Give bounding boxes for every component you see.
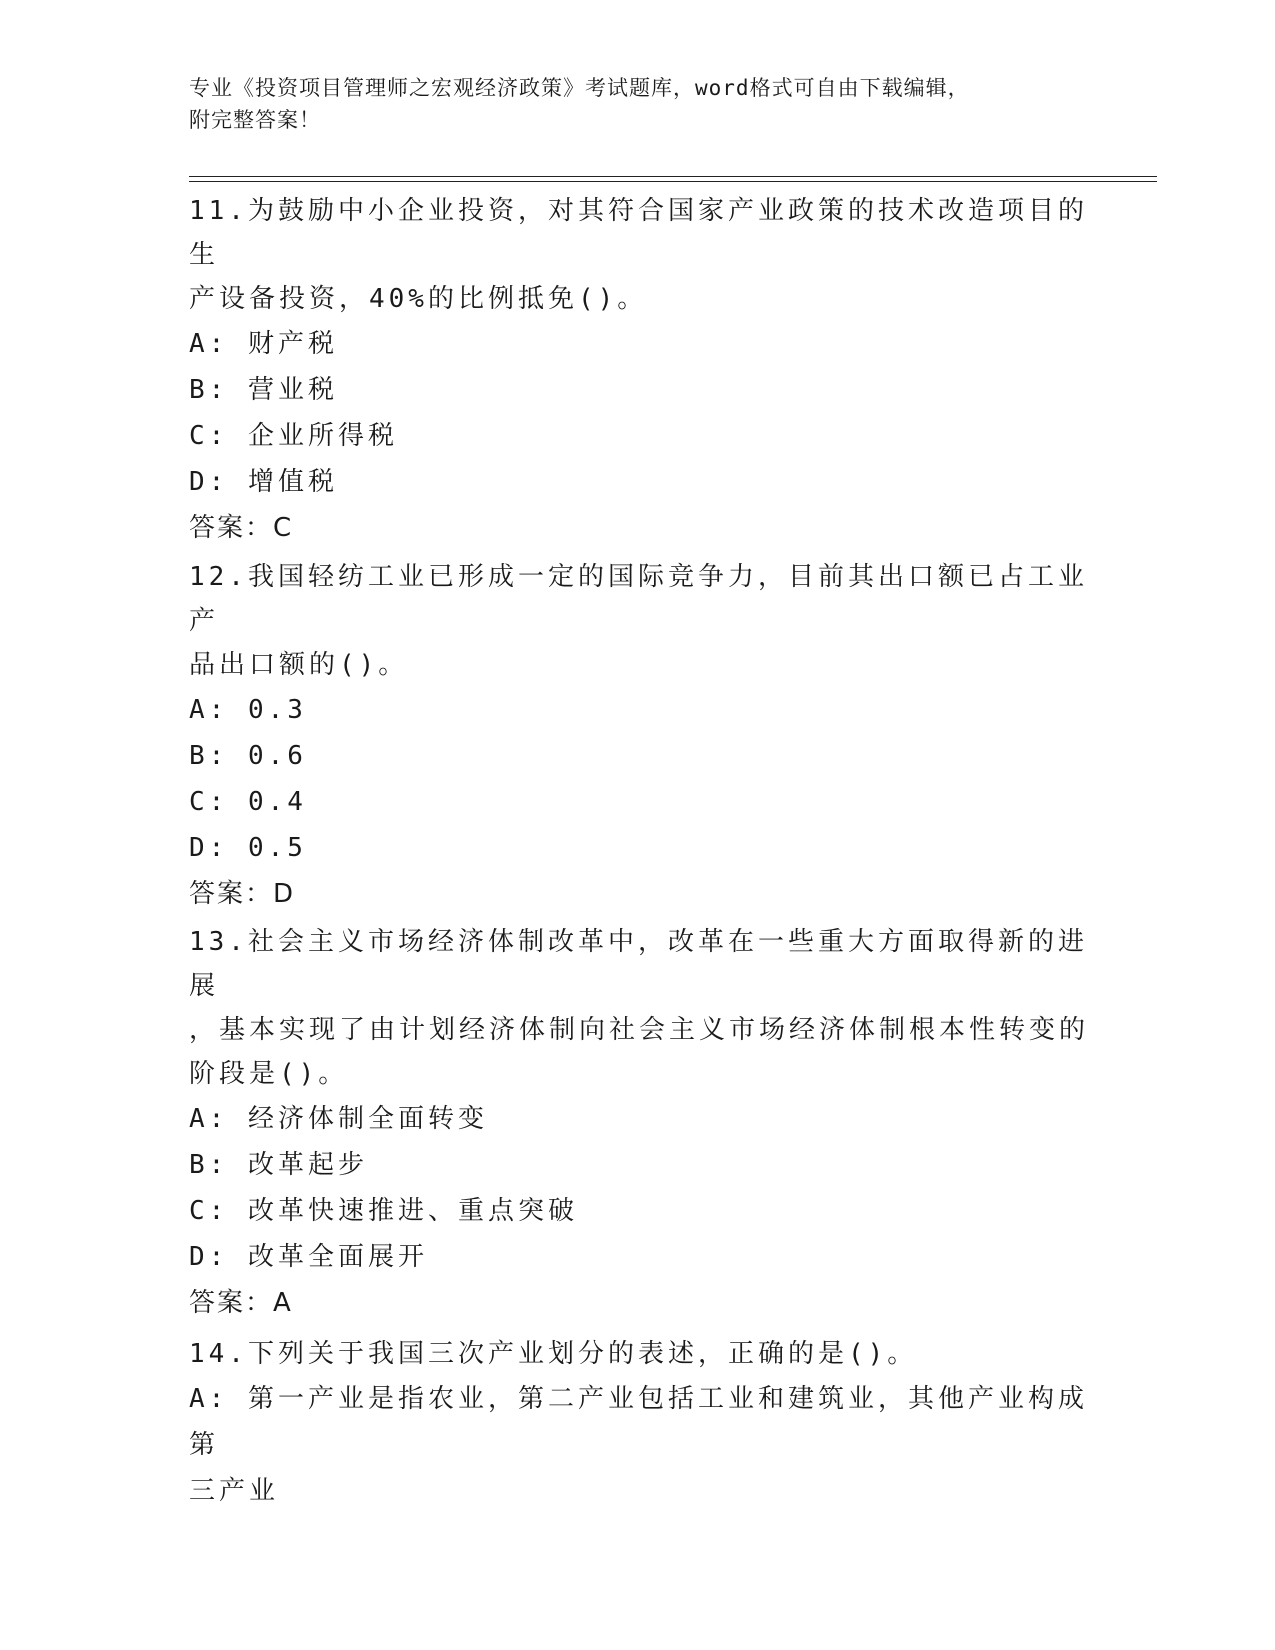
option-a: A: 经济体制全面转变 (189, 1104, 488, 1134)
option-b: B: 营业税 (189, 375, 338, 405)
option-c: C: 企业所得税 (189, 421, 398, 451)
option-c: C: 0.4 (189, 787, 307, 817)
header-divider-top (189, 176, 1157, 177)
option-a-continued: 三产业 (189, 1476, 280, 1506)
header-divider-bottom (189, 181, 1157, 182)
option-d: D: 改革全面展开 (189, 1242, 428, 1272)
question-13 (189, 920, 1089, 1326)
option-b: B: 0.6 (189, 741, 307, 771)
option-a: A: 第一产业是指农业，第二产业包括工业和建筑业，其他产业构成第 (189, 1384, 1088, 1460)
question-14 (189, 1332, 1089, 1514)
option-d: D: 0.5 (189, 833, 307, 863)
question-stem-line: 12.我国轻纺工业已形成一定的国际竞争力，目前其出口额已占工业产 (189, 562, 1088, 636)
document-header (189, 72, 1069, 136)
question-11 (189, 189, 1089, 551)
question-12 (189, 555, 1089, 917)
header-line-2: 附完整答案！ (189, 108, 321, 132)
answer: 答案：C (189, 513, 294, 543)
answer: 答案：A (189, 1288, 293, 1318)
question-stem-line: 11.为鼓励中小企业投资，对其符合国家产业政策的技术改造项目的生 (189, 196, 1088, 270)
question-stem-line: 13.社会主义市场经济体制改革中，改革在一些重大方面取得新的进展 (189, 927, 1088, 1001)
option-d: D: 增值税 (189, 467, 338, 497)
header-line-1: 专业《投资项目管理师之宏观经济政策》考试题库，word格式可自由下载编辑， (189, 76, 970, 100)
question-stem-line: 阶段是()。 (189, 1059, 349, 1089)
option-a: A: 财产税 (189, 329, 338, 359)
option-b: B: 改革起步 (189, 1150, 368, 1180)
question-stem-line: 产设备投资，40%的比例抵免()。 (189, 284, 648, 314)
question-stem-line: ，基本实现了由计划经济体制向社会主义市场经济体制根本性转变的 (189, 1015, 1090, 1045)
option-c: C: 改革快速推进、重点突破 (189, 1196, 578, 1226)
question-stem-line: 品出口额的()。 (189, 650, 409, 680)
question-stem-line: 14.下列关于我国三次产业划分的表述，正确的是()。 (189, 1339, 918, 1369)
option-a: A: 0.3 (189, 695, 307, 725)
answer: 答案：D (189, 879, 296, 909)
